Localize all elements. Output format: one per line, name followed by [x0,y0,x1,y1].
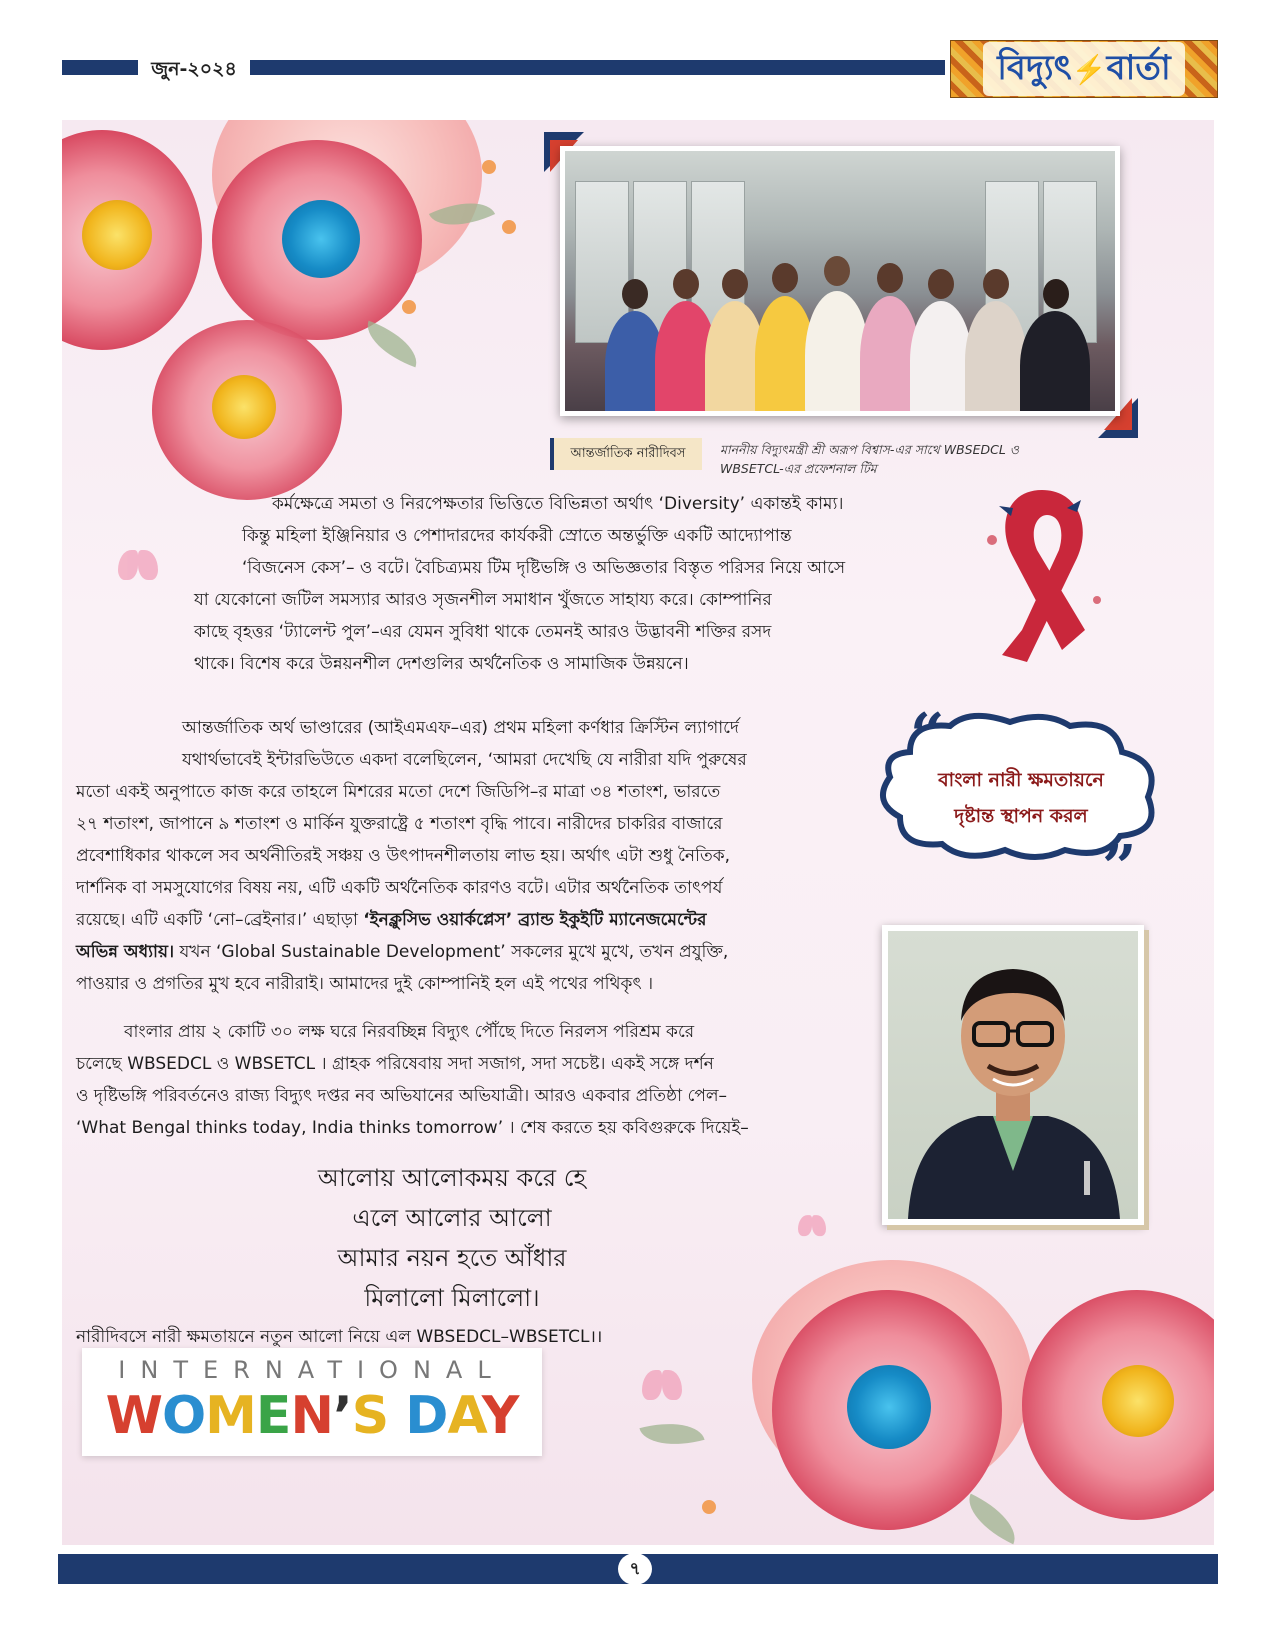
paragraph-3-cont [76,1048,876,1144]
badge-bottom-text [82,1384,542,1448]
closing-line: নারীদিবসে নারী ক্ষমতায়নে নতুন আলো নিয়ে এল WBSEDCL–WBSETCL।। [76,1327,603,1347]
person-shape [910,301,972,411]
quote-line: দৃষ্টান্ত স্থাপন করল [954,805,1088,827]
person-head-shape [928,269,954,299]
flower-center-icon [282,200,360,278]
article-panel [62,120,1214,1545]
close-quote-icon: ” [1102,833,1137,903]
magazine-logo [950,40,1218,98]
text-line: মতো একই অনুপাতে কাজ করে তাহলে মিশরের মতো দেশে জিডিপি–র মাত্রা ৩৪ শতাংশ, ভারতে [76,782,721,802]
quote-line: বাংলা নারী ক্ষমতায়নে [938,769,1104,791]
text-line: ‘What Bengal thinks today, India thinks tomorrow’ । শেষ করতে হয় কবিগুরুকে দিয়েই– [76,1118,749,1138]
flower-center-icon [847,1365,931,1449]
paragraph-1 [272,488,972,520]
paragraph-1-cont [242,520,962,584]
bold-text: অভিন্ন অধ্যায়। [76,942,175,962]
minister-portrait-image [888,931,1138,1219]
bold-text: ‘ইনক্লুসিভ ওয়ার্কপ্লেস’ ব্র্যান্ড ইকুইটি ম্যানেজমেন্টের [363,910,707,930]
person-head-shape [877,263,903,293]
badge-letter: O [161,1386,206,1446]
text-line: কর্মক্ষেত্রে সমতা ও নিরপেক্ষতার ভিত্তিতে বিভিন্নতা অর্থাৎ ‘Diversity’ একান্তই কাম্য। [272,494,844,514]
bud-decoration [702,1500,716,1514]
text-line: যা যেকোনো জটিল সমস্যার আরও সৃজনশীল সমাধান খুঁজতে সাহায্য করে। কোম্পানির [194,590,772,610]
badge-letter: S [351,1386,389,1446]
leaf-decoration [359,321,425,368]
leaf-decoration [959,1494,1025,1545]
text-line [76,936,876,968]
header-bar-left [62,60,138,75]
page-number: ৭ [618,1553,652,1585]
open-quote-icon: “ [910,701,945,771]
text-line: কিন্তু মহিলা ইঞ্জিনিয়ার ও পেশাদারদের কার্যকরী স্রোতে অন্তর্ভুক্তি একটি আদ্যোপান্ত [242,526,792,546]
bud-decoration [482,160,496,174]
quote-text [898,762,1144,834]
team-photo [560,146,1120,416]
text-line: আন্তর্জাতিক অর্থ ভাণ্ডারের (আইএমএফ–এর) প্রথম মহিলা কর্ণধার ক্রিস্টিন ল্যাগার্দে [182,718,739,738]
text-line: ও দৃষ্টিভঙ্গি পরিবর্তনেও রাজ্য বিদ্যুৎ দপ্তর নব অভিযানের অভিযাত্রী। আরও একবার প্রতিষ্ঠা পেল– [76,1086,728,1106]
person-head-shape [772,263,798,293]
badge-letter: ’ [332,1386,352,1446]
minister-portrait [882,925,1144,1225]
paragraph-2 [182,712,882,776]
womens-day-badge [82,1348,542,1456]
badge-letter: A [447,1386,482,1446]
badge-letter: E [255,1386,291,1446]
logo-word-2: বার্তা [1106,48,1171,88]
text-line: চলেছে WBSEDCL ও WBSETCL । গ্রাহক পরিষেবায় সদা সজাগ, সদা সচেষ্ট। একই সঙ্গে দর্শন [76,1054,714,1074]
butterfly-icon [118,550,158,584]
paragraph-2-cont [76,776,876,1000]
badge-top-text: INTERNATIONAL [118,1356,506,1384]
badge-letter: W [105,1386,162,1446]
badge-letter: N [290,1386,333,1446]
flower-center-icon [212,375,276,439]
logo-word-1: বিদ্যুৎ [997,48,1072,88]
bud-decoration [402,300,416,314]
person-head-shape [722,269,748,299]
text-line [76,904,876,936]
person-head-shape [824,256,850,286]
person-head-shape [983,269,1009,299]
paragraph-3 [124,1016,884,1048]
poem-line: আমার নয়ন হতে আঁধার [337,1244,567,1272]
text-line: প্রবেশাধিকার থাকলে সব অর্থনীতিরই সঞ্চয় ও উৎপাদনশীলতায় লাভ হয়। অর্থাৎ এটা শুধু নৈতিক, [76,846,730,866]
paragraph-1-cont [194,584,954,680]
text-line: থাকে। বিশেষ করে উন্নয়নশীল দেশগুলির অর্থনৈতিক ও সামাজিক উন্নয়নে। [194,654,689,674]
badge-letter [388,1386,405,1446]
poem-line: মিলালো মিলালো। [364,1284,540,1312]
caption-label: আন্তর্জাতিক নারীদিবস [550,438,702,470]
text-line: পাওয়ার ও প্রগতির মুখ হবে নারীরাই। আমাদের দুই কোম্পানিই হল এই পথের পথিকৃৎ । [76,974,654,994]
flower-center-icon [82,200,152,270]
awareness-ribbon-icon [967,480,1117,670]
lightning-bolt-icon: ⚡ [1071,53,1107,86]
badge-letter: M [205,1386,256,1446]
person-head-shape [673,269,699,299]
text-line: বাংলার প্রায় ২ কোটি ৩০ লক্ষ ঘরে নিরবচ্ছিন্ন বিদ্যুৎ পৌঁছে দিতে নিরলস পরিশ্রম করে [124,1022,695,1042]
badge-letter: Y [481,1386,519,1446]
issue-date: জুন-২০২৪ [140,56,248,82]
text-line: কাছে বৃহত্তর ‘ট্যালেন্ট পুল’–এর যেমন সুবিধা থাকে তেমনই আরও উদ্ভাবনী শক্তির রসদ [194,622,772,642]
butterfly-icon [642,1370,682,1404]
text-line: ২৭ শতাংশ, জাপানে ৯ শতাংশ ও মার্কিন যুক্তরাষ্ট্রে ৫ শতাংশ বৃদ্ধি পাবে। নারীদের চাকরির বাজারে [76,814,723,834]
person-head-shape [1043,279,1069,309]
photo-caption: মাননীয় বিদ্যুৎমন্ত্রী শ্রী অরূপ বিশ্বাস-এর সাথে WBSEDCL ও WBSETCL-এর প্রফেশনাল টিম [720,442,1019,476]
text-line: যথার্থভাবেই ইন্টারভিউতে একদা বলেছিলেন, ‘আমরা দেখেছি যে নারীরা যদি পুরুষের [182,750,747,770]
text-line: ‘বিজনেস কেস’– ও বটে। বৈচিত্র্যময় টিম দৃষ্টিভঙ্গি ও অভিজ্ঞতার বিস্তৃত পরিসর নিয়ে আসে [242,558,846,578]
flower-center-icon [1102,1365,1174,1437]
tagore-poem [252,1158,652,1318]
person-shape [1020,311,1090,411]
poem-line: এলে আলোর আলো [352,1204,552,1232]
text-span: যখন ‘Global Sustainable Development’ সকলের মুখে মুখে, তখন প্রযুক্তি, [174,942,729,962]
bud-decoration [502,220,516,234]
text-span: রয়েছে। এটি একটি ‘নো–ব্রেইনার।’ এছাড়া [76,910,358,930]
person-shape [965,301,1027,411]
person-head-shape [622,279,648,309]
team-photo-image [565,151,1115,411]
text-line: দার্শনিক বা সমসুযোগের বিষয় নয়, এটি একটি অর্থনৈতিক কারণও বটে। এটার অর্থনৈতিক তাৎপর্য [76,878,723,898]
portrait-person-shape [888,931,1138,1219]
header-bar-right [250,60,945,75]
leaf-decoration [639,1413,704,1456]
butterfly-icon [798,1215,826,1239]
poem-line: আলোয় আলোকময় করে হে [317,1164,587,1192]
badge-letter: D [405,1386,448,1446]
